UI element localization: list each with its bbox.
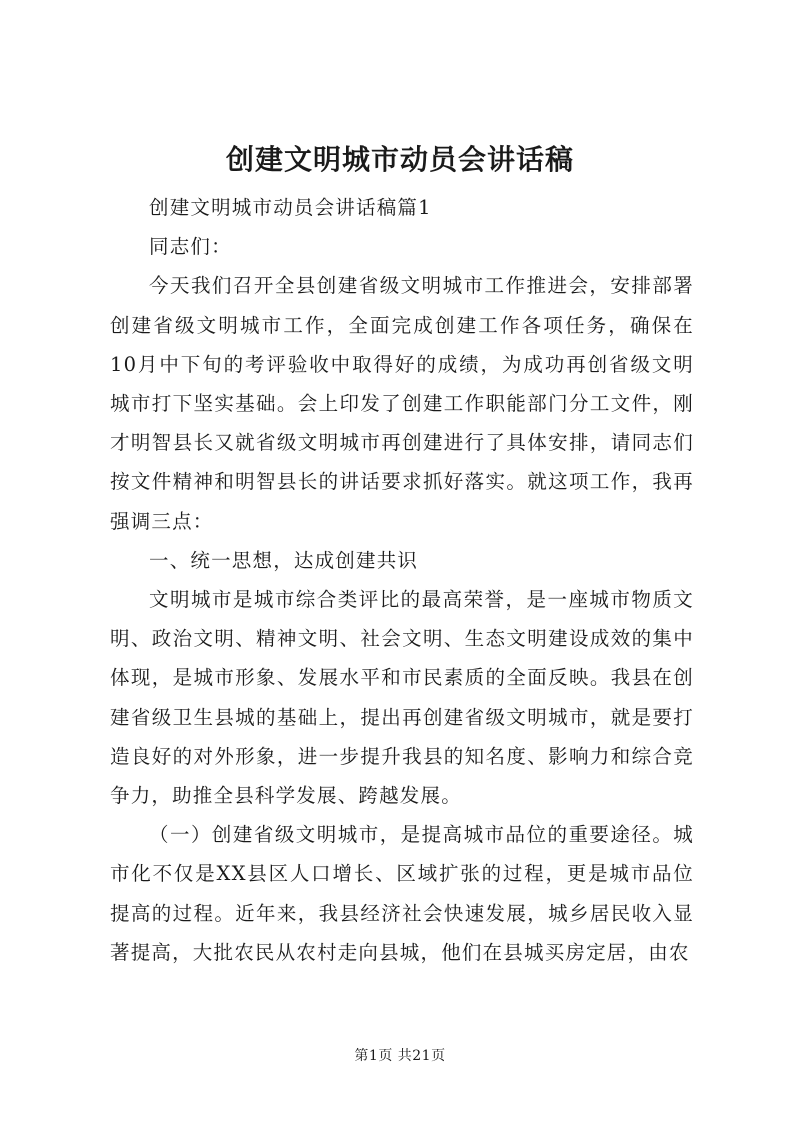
body-paragraph: 文明城市是城市综合类评比的最高荣誉，是一座城市物质文明、政治文明、精神文明、社会文明、生态文明建设成效的集中体现，是城市形象、发展水平和市民素质的全面反映。我县在创建省级卫生县城的基础上，提出再创建省级文明城市，就是要打造良好的对外形象，进一步提升我县的知名度、影响力和综合竞争力，助推全县科学发展、跨越发展。 xyxy=(110,588,694,808)
document-body xyxy=(110,188,694,972)
subtitle-paragraph: 创建文明城市动员会讲话稿篇1 xyxy=(149,196,432,219)
document-title: 创建文明城市动员会讲话稿 xyxy=(225,143,574,176)
body-paragraph: （一）创建省级文明城市，是提高城市品位的重要途径。城市化不仅是XX县区人口增长、区域扩张的过程，更是城市品位提高的过程。近年来，我县经济社会快速发展，城乡居民收入显著提高，大批农民从农村走向县城，他们在县城买房定居，由农 xyxy=(110,823,694,964)
page-footer: 第1页 共21页 xyxy=(354,1048,446,1064)
salutation-paragraph: 同志们： xyxy=(149,235,232,259)
section-heading: 一、统一思想，达成创建共识 xyxy=(149,548,419,572)
intro-paragraph: 今天我们召开全县创建省级文明城市工作推进会，安排部署创建省级文明城市工作，全面完成创建工作各项任务，确保在10月中下旬的考评验收中取得好的成绩，为成功再创省级文明城市打下坚实基础。会上印发了创建工作职能部门分工文件，刚才明智县长又就省级文明城市再创建进行了具体安排，请同志们按文件精神和明智县长的讲话要求抓好落实。就这项工作，我再强调三点： xyxy=(110,274,694,533)
